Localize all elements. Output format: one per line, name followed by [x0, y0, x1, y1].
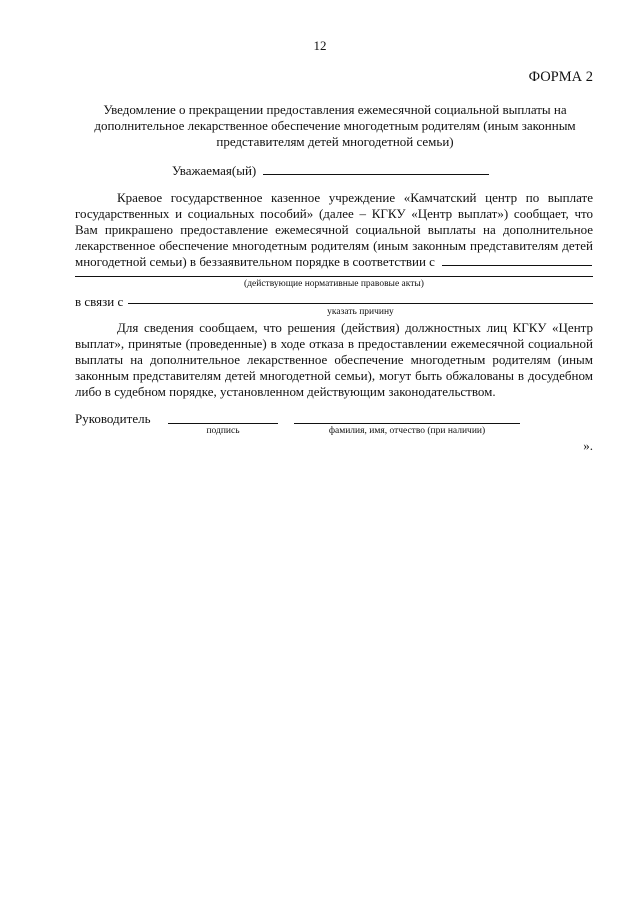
- closing-quote: ».: [583, 438, 593, 453]
- signature-field[interactable]: [168, 423, 278, 424]
- full-name-caption: фамилия, имя, отчество (при наличии): [328, 426, 486, 436]
- form-label: ФОРМА 2: [528, 69, 593, 85]
- notification-paragraph: [75, 190, 593, 270]
- signature-caption: подпись: [206, 426, 240, 436]
- legal-acts-caption: (действующие нормативные правовые акты): [244, 279, 424, 289]
- salutation-line: [172, 163, 489, 179]
- appeal-paragraph: Для сведения сообщаем, что решения (действия) должностных лиц КГКУ «Центр выплат», принятые (проведенные) в ходе отказа в предоставлении ежемесячной социальной выплаты на дополнительное лекарственное обеспечение многодетным родителям (иным законным представителям детей многодетной семьи), могут быть обжалованы в досудебном либо в судебном порядке, установленном действующим законодательством.: [75, 320, 593, 399]
- signature-role: Руководитель: [75, 411, 151, 426]
- reason-field[interactable]: [128, 303, 593, 304]
- full-name-field[interactable]: [294, 423, 520, 424]
- notification-text: Краевое государственное казенное учреждение «Камчатский центр по выплате государственных и социальных пособий» (далее – КГКУ «Центр выплат») сообщает, что Вам прикрашено предоставление ежемесячной социальной выплаты на дополнительное лекарственное обеспечение многодетным родителям (иным законным представителям детей многодетной семьи) в беззаявительном порядке в соответствии с: [75, 190, 593, 269]
- legal-acts-field[interactable]: [75, 276, 593, 277]
- reason-caption: указать причину: [327, 307, 394, 317]
- page-number: 12: [313, 38, 327, 53]
- document-title: Уведомление о прекращении предоставления ежемесячной социальной выплаты на дополнительное лекарственное обеспечение многодетным родителям (иным законным представителям детей многодетной семьи): [94, 102, 576, 149]
- legal-basis-field[interactable]: [442, 254, 592, 266]
- salutation-label: Уважаемая(ый): [172, 163, 257, 178]
- reason-label: в связи с: [75, 294, 124, 309]
- recipient-name-field[interactable]: [263, 163, 489, 175]
